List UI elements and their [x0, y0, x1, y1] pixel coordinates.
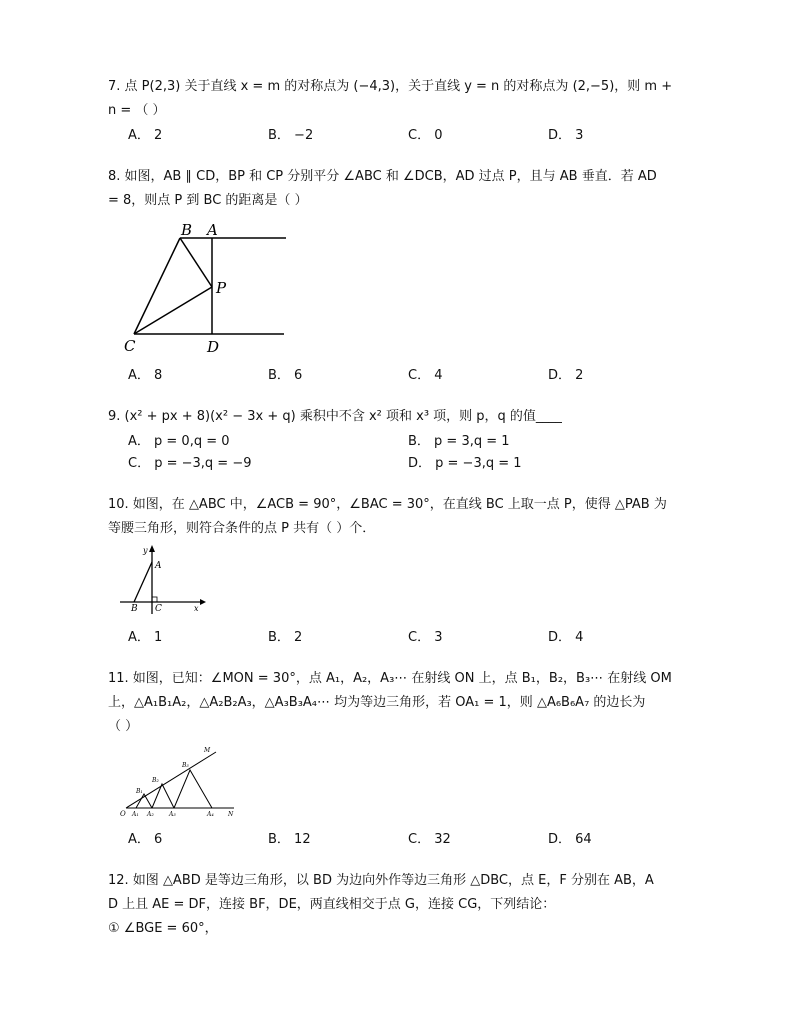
q10-stem-line1: 10. 如图，在 △ABC 中，∠ACB = 90°，∠BAC = 30°，在直线 BC 上取一点 P，使得 △PAB 为 [108, 497, 667, 512]
q8-label-p: P [216, 279, 227, 297]
q8-option-d[interactable]: D． 2 [548, 368, 584, 383]
q10-label-c: C [155, 604, 162, 614]
q9-option-b[interactable]: B． p = 3,q = 1 [408, 434, 510, 449]
q10-y-arrow [149, 545, 155, 552]
q10-right-angle [152, 597, 157, 602]
q10-label-b: B [131, 604, 138, 614]
q11-label-n: N [228, 811, 234, 818]
q10-label-y: y [143, 546, 148, 555]
q8-stem-line1: 8. 如图，AB ∥ CD，BP 和 CP 分别平分 ∠ABC 和 ∠DCB，AD 过点 P，且与 AB 垂直．若 AD [108, 169, 657, 184]
q11-label-m: M [204, 747, 211, 754]
q10-option-b[interactable]: B． 2 [268, 630, 303, 645]
q11-label-a1: A₁ [132, 811, 139, 818]
q7-stem-line1: 7. 点 P(2,3) 关于直线 x = m 的对称点为 (−4,3)，关于直线 y = n 的对称点为 (2,−5)，则 m + [108, 79, 673, 94]
q8-label-d: D [207, 338, 220, 356]
q10-stem-line2: 等腰三角形，则符合条件的点 P 共有（ ）个． [108, 521, 376, 536]
q11-stem-line3: （ ） [108, 719, 139, 734]
q8-option-a[interactable]: A． 8 [128, 368, 163, 383]
q11-option-d[interactable]: D． 64 [548, 832, 592, 847]
q9-stem-line1: 9. (x² + px + 8)(x² − 3x + q) 乘积中不含 x² 项和 x³ 项，则 p，q 的值____ [108, 409, 562, 424]
q11-label-b1: B₁ [136, 788, 143, 795]
q11-triangle-3 [174, 770, 212, 808]
q12-stem-line2: D 上且 AE = DF，连接 BF，DE，两直线相交于点 G，连接 CG，下列结论： [108, 897, 556, 912]
q8-line-bp [180, 238, 212, 287]
q11-label-o: O [120, 810, 126, 818]
q11-label-b2: B₂ [152, 777, 159, 784]
q12-conclusion-1: ① ∠BGE = 60°， [108, 921, 218, 936]
q8-label-b: B [181, 221, 193, 239]
q8-label-c: C [124, 337, 136, 355]
q7-option-b[interactable]: B． −2 [268, 128, 314, 143]
q11-label-a4: A₄ [207, 811, 214, 818]
q10-line-ab [134, 562, 152, 602]
q10-option-c[interactable]: C． 3 [408, 630, 443, 645]
q7-option-d[interactable]: D． 3 [548, 128, 584, 143]
q11-stem-line1: 11. 如图，已知：∠MON = 30°，点 A₁，A₂，A₃⋯ 在射线 ON 上，点 B₁，B₂，B₃⋯ 在射线 OM [108, 671, 672, 686]
q10-option-d[interactable]: D． 4 [548, 630, 584, 645]
q9-option-d[interactable]: D． p = −3,q = 1 [408, 456, 522, 471]
q9-option-a[interactable]: A． p = 0,q = 0 [128, 434, 230, 449]
q9-option-c[interactable]: C． p = −3,q = −9 [128, 456, 252, 471]
q8-option-b[interactable]: B． 6 [268, 368, 303, 383]
q10-x-arrow [200, 599, 206, 605]
q11-triangle-1 [136, 794, 152, 808]
q11-label-a2: A₂ [147, 811, 154, 818]
q11-label-b3: B₃ [182, 762, 189, 769]
q7-stem-line2: n = （ ） [108, 103, 166, 118]
q8-label-a: A [207, 221, 218, 239]
q10-option-a[interactable]: A． 1 [128, 630, 163, 645]
q11-ray-om [126, 752, 216, 808]
q11-option-b[interactable]: B． 12 [268, 832, 311, 847]
q10-label-x: x [194, 604, 199, 613]
q11-figure [116, 744, 238, 820]
q11-label-a3: A₃ [169, 811, 176, 818]
q8-figure [118, 218, 293, 358]
q11-stem-line2: 上，△A₁B₁A₂，△A₂B₂A₃，△A₃B₃A₄⋯ 均为等边三角形，若 OA₁ = 1，则 △A₆B₆A₇ 的边长为 [108, 695, 646, 710]
q8-option-c[interactable]: C． 4 [408, 368, 443, 383]
q11-option-c[interactable]: C． 32 [408, 832, 451, 847]
q11-option-a[interactable]: A． 6 [128, 832, 163, 847]
q8-stem-line2: = 8，则点 P 到 BC 的距离是（ ） [108, 193, 308, 208]
q10-label-a: A [155, 561, 162, 571]
q7-option-c[interactable]: C． 0 [408, 128, 443, 143]
q11-triangle-2 [152, 784, 174, 808]
q7-option-a[interactable]: A． 2 [128, 128, 163, 143]
q12-stem-line1: 12. 如图 △ABD 是等边三角形，以 BD 为边向外作等边三角形 △DBC，点 E，F 分别在 AB，A [108, 873, 654, 888]
q10-figure [116, 544, 206, 616]
